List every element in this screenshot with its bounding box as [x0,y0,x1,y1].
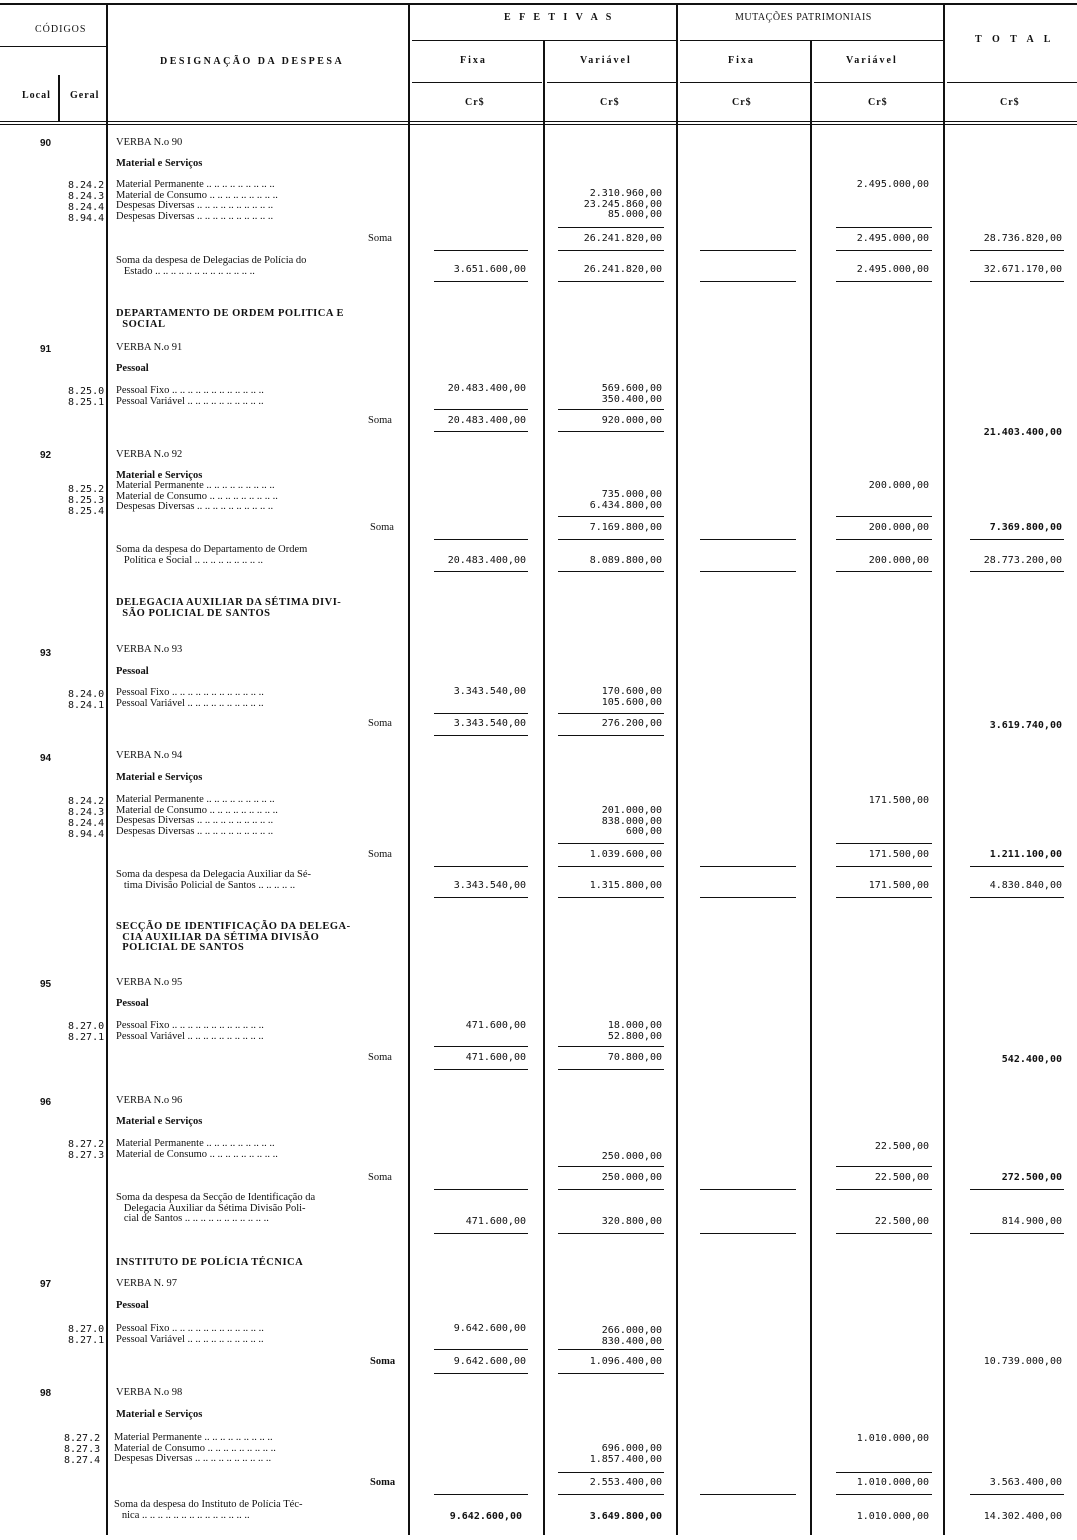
underline [558,735,664,736]
underline [836,571,932,572]
item-descriptions: Pessoal Fixo .. .. .. .. .. .. .. .. .. .. .. .. Pessoal Variável .. .. .. .. .. .. .. .. .. .. [116,1020,264,1042]
underline [836,539,932,540]
underline [970,1233,1064,1234]
verba-total: 542.400,00 [1001,1054,1062,1065]
underline [434,281,528,282]
header-fixa2: Fixa [728,55,755,66]
header-total: T O T A L [975,34,1055,45]
soma-label: Soma [370,522,394,533]
verba-local-code: 90 [40,138,52,149]
item-codes: 8.27.0 8.27.1 [68,1021,105,1043]
underline [836,897,932,898]
underline [558,539,664,540]
underline [970,1189,1064,1190]
value-variavel: 696.000,00 1.857.400,00 [589,1443,662,1465]
verba-title: VERBA N.o 95 [116,977,183,988]
underline [970,250,1064,251]
underline [970,897,1064,898]
underline [434,1069,528,1070]
item-descriptions: Material Permanente .. .. .. .. .. .. .. .. .. Material de Consumo .. .. .. .. .. .. .. .. .. [116,1138,278,1160]
verba-total: 10.739.000,00 [983,1356,1062,1367]
underline [434,571,528,572]
item-descriptions: Material Permanente .. .. .. .. .. .. .. .. .. Material de Consumo .. .. .. .. .. .. .. .. .. Despesas Diversas .. .. .. .. .. .. .. .. .. .. [116,480,278,512]
group-fixa: 3.651.600,00 [453,264,526,275]
soma-despesa-text: Soma da despesa do Departamento de Ordem Política e Social .. .. .. .. .. .. .. .. .. [116,544,308,566]
soma-despesa-text: Soma da despesa do Instituto de Polícia Téc- nica .. .. .. .. .. .. .. .. .. .. .. .. .. .. [114,1499,303,1521]
col-rule-desc [408,4,410,1535]
header-top-rule [0,3,1077,5]
group-fixa: 20.483.400,00 [447,555,526,566]
underline [558,1233,664,1234]
verba-subtitle: Material e Serviços [116,772,203,783]
underline [558,1472,664,1473]
underline [836,1472,932,1473]
underline [558,431,664,432]
underline [434,431,528,432]
item-codes: 8.25.0 8.25.1 [68,386,105,408]
item-codes: 8.24.2 8.24.3 8.24.4 8.94.4 [68,180,105,224]
header-geral: Geral [70,90,100,101]
verba-local-code: 97 [40,1279,52,1290]
underline [434,897,528,898]
underline [434,1189,528,1190]
soma-variavel: 276.200,00 [601,718,662,729]
underline [558,866,664,867]
value-variavel: 201.000,00 838.000,00 600,00 [601,805,662,837]
soma-mut-variavel: 1.010.000,00 [856,1477,929,1488]
header-sub-rule1 [412,82,542,83]
header-mutacoes-rule [680,40,943,41]
underline [558,843,664,844]
underline [970,866,1064,867]
underline [836,1189,932,1190]
verba-title: VERBA N. 97 [116,1278,177,1289]
underline [836,843,932,844]
verba-local-code: 92 [40,450,52,461]
underline [558,516,664,517]
verba-subtitle: Material e Serviços [116,1409,203,1420]
verba-subtitle: Pessoal [116,998,149,1009]
header-codes-rule [0,46,106,47]
underline [836,1166,932,1167]
verba-total: 3.563.400,00 [989,1477,1062,1488]
item-codes: 8.27.2 8.27.3 8.27.4 [64,1433,101,1466]
soma-variavel: 70.800,00 [607,1052,662,1063]
verba-title: VERBA N.o 93 [116,644,183,655]
soma-fixa: 3.343.540,00 [453,718,526,729]
group-fixa: 3.343.540,00 [453,880,526,891]
underline [970,1494,1064,1495]
underline [700,1494,796,1495]
soma-mut-variavel: 22.500,00 [874,1172,929,1183]
soma-despesa-text: Soma da despesa da Secção de Identificação da Delegacia Auxiliar da Sétima Divisão Poli- cial de Santos .. .. .. .. .. .. .. .. .. .. .. [116,1192,316,1224]
group-total: 4.830.840,00 [989,880,1062,891]
underline [700,281,796,282]
underline [434,866,528,867]
underline [970,571,1064,572]
underline [836,1233,932,1234]
underline [434,1046,528,1047]
item-descriptions: Material Permanente .. .. .. .. .. .. .. .. .. Material de Consumo .. .. .. .. .. .. .. .. .. Despesas Diversas .. .. .. .. .. .. .. .. .. .. Despesas Diversas .. .. .. .. .. .. .. .. .. .. [116,794,278,837]
soma-label: Soma [368,1052,392,1063]
value-fixa: 471.600,00 [465,1020,526,1031]
group-fixa: 471.600,00 [465,1216,526,1227]
value-variavel: 266.000,00 830.400,00 [601,1325,662,1347]
header-sub-rule2 [547,82,676,83]
group-total: 14.302.400,00 [983,1511,1062,1522]
underline [434,1373,528,1374]
underline [434,539,528,540]
group-variavel: 8.089.800,00 [589,555,662,566]
header-fixa: Fixa [460,55,487,66]
item-descriptions: Material Permanente .. .. .. .. .. .. .. .. .. Material de Consumo .. .. .. .. .. .. .. .. .. Despesas Diversas .. .. .. .. .. .. .. .. .. .. Despesas Diversas .. .. .. .. .. .. .. .. .. .. [116,179,278,222]
underline [558,571,664,572]
underline [836,1494,932,1495]
verba-local-code: 98 [40,1388,52,1399]
value-variavel: 250.000,00 [601,1151,662,1162]
verba-subtitle: Material e Serviços [116,1116,203,1127]
underline [970,539,1064,540]
underline [836,281,932,282]
item-codes: 8.27.0 8.27.1 [68,1324,105,1346]
value-mut-variavel: 1.010.000,00 [856,1433,929,1444]
value-mut-variavel: 171.500,00 [868,795,929,806]
group-mut-variavel: 200.000,00 [868,555,929,566]
underline [558,1189,664,1190]
soma-despesa-text: Soma da despesa de Delegacias de Polícia do Estado .. .. .. .. .. .. .. .. .. .. .. .. .. [116,255,307,277]
soma-variavel: 26.241.820,00 [583,233,662,244]
verba-total: 272.500,00 [1001,1172,1062,1183]
soma-label: Soma [368,718,392,729]
underline [836,866,932,867]
soma-despesa-text: Soma da despesa da Delegacia Auxiliar da Sé- tima Divisão Policial de Santos .. .. .. .. .. [116,869,312,891]
header-currency-5: Cr$ [1000,97,1020,108]
verba-subtitle: Pessoal [116,363,149,374]
underline [434,250,528,251]
underline [558,1069,664,1070]
header-bottom-rule2 [0,124,1077,125]
group-mut-variavel: 2.495.000,00 [856,264,929,275]
value-variavel: 18.000,00 52.800,00 [607,1020,662,1042]
verba-title: VERBA N.o 90 [116,137,183,148]
verba-total: 7.369.800,00 [989,522,1062,533]
underline [558,250,664,251]
verba-title: VERBA N.o 91 [116,342,183,353]
underline [434,1494,528,1495]
value-variavel: 569.600,00 350.400,00 [601,383,662,405]
underline [558,281,664,282]
header-variavel: Variável [580,55,632,66]
underline [558,713,664,714]
underline [558,1494,664,1495]
group-total: 28.773.200,00 [983,555,1062,566]
soma-mut-variavel: 171.500,00 [868,849,929,860]
soma-variavel: 2.553.400,00 [589,1477,662,1488]
underline [434,713,528,714]
group-variavel: 320.800,00 [601,1216,662,1227]
group-variavel: 1.315.800,00 [589,880,662,891]
verba-title: VERBA N.o 92 [116,449,183,460]
underline [836,516,932,517]
section-title: DEPARTAMENTO DE ORDEM POLITICA E SOCIAL [116,308,344,330]
soma-fixa: 20.483.400,00 [447,415,526,426]
value-fixa: 3.343.540,00 [453,686,526,697]
section-title: INSTITUTO DE POLÍCIA TÉCNICA [116,1257,304,1268]
underline [700,539,796,540]
soma-label: Soma [370,1356,396,1367]
verba-total: 21.403.400,00 [983,427,1062,438]
col-rule-fixa [543,40,545,1535]
underline [700,571,796,572]
verba-total: 1.211.100,00 [989,849,1062,860]
group-fixa: 9.642.600,00 [449,1511,522,1522]
section-title: DELEGACIA AUXILIAR DA SÉTIMA DIVI- SÃO POLICIAL DE SANTOS [116,597,342,619]
soma-variavel: 250.000,00 [601,1172,662,1183]
underline [558,227,664,228]
soma-mut-variavel: 200.000,00 [868,522,929,533]
section-title: SECÇÃO DE IDENTIFICAÇÃO DA DELEGA- CIA AUXILIAR DA SÉTIMA DIVISÃO POLICIAL DE SANTOS [116,921,351,953]
item-codes: 8.25.2 8.25.3 8.25.4 [68,484,105,517]
underline [558,897,664,898]
value-variavel: 2.310.960,00 23.245.860,00 85.000,00 [583,188,662,220]
underline [434,409,528,410]
header-efetivas-rule [412,40,676,41]
soma-fixa: 9.642.600,00 [453,1356,526,1367]
header-designacao: DESIGNAÇÃO DA DESPESA [160,56,345,67]
underline [558,1046,664,1047]
underline [434,1349,528,1350]
underline [700,1233,796,1234]
value-variavel: 735.000,00 6.434.800,00 [589,489,662,511]
header-efetivas: E F E T I V A S [504,12,615,23]
header-local: Local [22,90,51,101]
underline [434,1233,528,1234]
verba-local-code: 94 [40,753,52,764]
soma-label: Soma [368,1172,392,1183]
value-mut-variavel: 200.000,00 [868,480,929,491]
soma-variavel: 1.039.600,00 [589,849,662,860]
header-mutacoes: MUTAÇÕES PATRIMONIAIS [735,12,872,23]
group-total: 814.900,00 [1001,1216,1062,1227]
underline [558,1349,664,1350]
underline [434,735,528,736]
header-sub-rule3 [680,82,810,83]
value-mut-variavel: 22.500,00 [874,1141,929,1152]
soma-fixa: 471.600,00 [465,1052,526,1063]
verba-title: VERBA N.o 98 [116,1387,183,1398]
underline [700,250,796,251]
item-descriptions: Material Permanente .. .. .. .. .. .. .. .. .. Material de Consumo .. .. .. .. .. .. .. .. .. Despesas Diversas .. .. .. .. .. .. .. .. .. .. [114,1432,276,1464]
group-mut-variavel: 1.010.000,00 [856,1511,929,1522]
underline [970,281,1064,282]
item-descriptions: Pessoal Fixo .. .. .. .. .. .. .. .. .. .. .. .. Pessoal Variável .. .. .. .. .. .. .. .. .. .. [116,1323,264,1345]
soma-variavel: 1.096.400,00 [589,1356,662,1367]
verba-local-code: 96 [40,1097,52,1108]
underline [700,897,796,898]
verba-subtitle: Material e Serviços [116,158,203,169]
verba-subtitle: Pessoal [116,1300,149,1311]
soma-mut-variavel: 2.495.000,00 [856,233,929,244]
soma-label: Soma [368,415,392,426]
soma-variavel: 920.000,00 [601,415,662,426]
underline [558,409,664,410]
col-rule-left [58,75,60,121]
item-codes: 8.24.0 8.24.1 [68,689,105,711]
underline [558,1166,664,1167]
soma-label: Soma [368,233,392,244]
header-sub-rule4 [814,82,943,83]
verba-title: VERBA N.o 96 [116,1095,183,1106]
verba-title: VERBA N.o 94 [116,750,183,761]
item-codes: 8.27.2 8.27.3 [68,1139,105,1161]
value-fixa: 20.483.400,00 [447,383,526,394]
item-codes: 8.24.2 8.24.3 8.24.4 8.94.4 [68,796,105,840]
verba-local-code: 95 [40,979,52,990]
underline [700,1189,796,1190]
underline [558,1373,664,1374]
header-currency-1: Cr$ [465,97,485,108]
verba-subtitle: Pessoal [116,666,149,677]
group-mut-variavel: 171.500,00 [868,880,929,891]
value-variavel: 170.600,00 105.600,00 [601,686,662,708]
header-bottom-rule [0,121,1077,122]
underline [700,866,796,867]
header-currency-2: Cr$ [600,97,620,108]
verba-total: 3.619.740,00 [989,720,1062,731]
soma-variavel: 7.169.800,00 [589,522,662,533]
header-codigos: CÓDIGOS [35,24,87,35]
group-variavel: 3.649.800,00 [589,1511,662,1522]
verba-local-code: 93 [40,648,52,659]
col-rule-mvar [943,4,945,1535]
header-currency-3: Cr$ [732,97,752,108]
verba-local-code: 91 [40,344,52,355]
underline [836,250,932,251]
header-sub-rule5 [947,82,1077,83]
header-currency-4: Cr$ [868,97,888,108]
group-mut-variavel: 22.500,00 [874,1216,929,1227]
col-rule-mfixa [810,40,812,1535]
group-total: 32.671.170,00 [983,264,1062,275]
soma-label: Soma [368,849,392,860]
col-rule-var [676,4,678,1535]
group-variavel: 26.241.820,00 [583,264,662,275]
col-rule-codes [106,4,108,1535]
soma-label: Soma [370,1477,396,1488]
header-variavel2: Variável [846,55,898,66]
soma-total: 28.736.820,00 [983,233,1062,244]
item-descriptions: Pessoal Fixo .. .. .. .. .. .. .. .. .. .. .. .. Pessoal Variável .. .. .. .. .. .. .. .. .. .. [116,385,264,407]
item-descriptions: Pessoal Fixo .. .. .. .. .. .. .. .. .. .. .. .. Pessoal Variável .. .. .. .. .. .. .. .. .. .. [116,687,264,709]
value-fixa: 9.642.600,00 [453,1323,526,1334]
value-mut-variavel: 2.495.000,00 [856,179,929,190]
underline [836,227,932,228]
verba-subtitle: Material e Serviços [116,470,203,481]
